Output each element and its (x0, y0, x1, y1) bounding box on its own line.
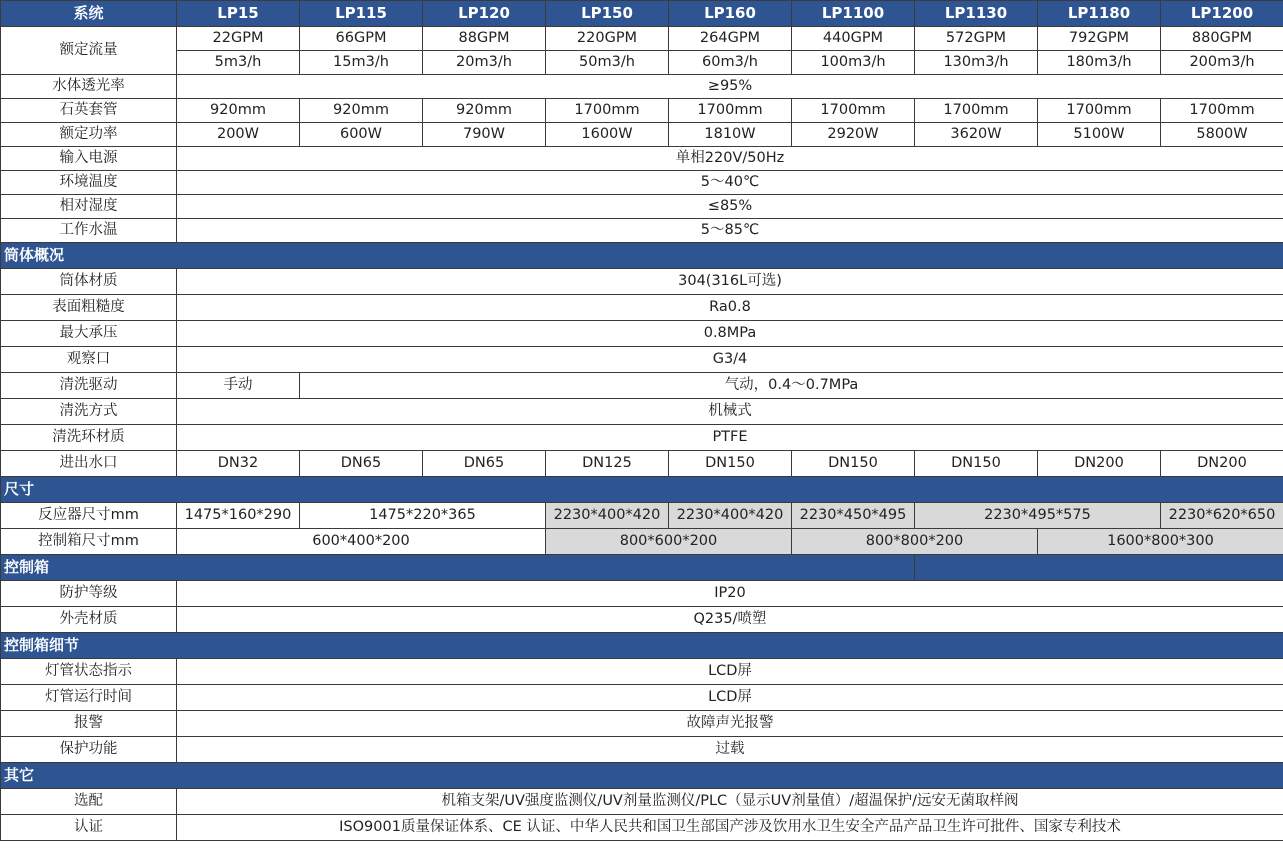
cell: 20m3/h (423, 51, 546, 75)
row-label: 最大承压 (1, 321, 177, 347)
cell: 88GPM (423, 27, 546, 51)
cell: 0.8MPa (177, 321, 1283, 347)
cell: 2230*400*420 (669, 503, 792, 529)
section-spacer (915, 555, 1283, 581)
cell: 1700mm (915, 99, 1038, 123)
model-header: LP1130 (915, 1, 1038, 27)
cell: Q235/喷塑 (177, 607, 1283, 633)
cell: 1700mm (792, 99, 915, 123)
cell: 790W (423, 123, 546, 147)
cell: DN65 (423, 451, 546, 477)
cell: 792GPM (1038, 27, 1161, 51)
header-label: 系统 (1, 1, 177, 27)
cell: 60m3/h (669, 51, 792, 75)
model-header: LP115 (300, 1, 423, 27)
table-row (1, 789, 1283, 815)
cell: 264GPM (669, 27, 792, 51)
table-row (1, 75, 1283, 99)
cell: 1700mm (1161, 99, 1283, 123)
table-row (1, 219, 1283, 243)
cell: 2230*400*420 (546, 503, 669, 529)
section-header-other (1, 763, 1283, 789)
cell: 1475*160*290 (177, 503, 300, 529)
section-title: 尺寸 (1, 477, 1283, 503)
model-header: LP1100 (792, 1, 915, 27)
cell: G3/4 (177, 347, 1283, 373)
cell: 过载 (177, 737, 1283, 763)
cell: 920mm (300, 99, 423, 123)
cell: 50m3/h (546, 51, 669, 75)
cell: 800*600*200 (546, 529, 792, 555)
table-row (1, 711, 1283, 737)
row-label: 清洗驱动 (1, 373, 177, 399)
row-label: 清洗环材质 (1, 425, 177, 451)
table-row (1, 373, 1283, 399)
row-label: 表面粗糙度 (1, 295, 177, 321)
row-label: 保护功能 (1, 737, 177, 763)
row-label: 防护等级 (1, 581, 177, 607)
cell: 600*400*200 (177, 529, 546, 555)
cell: 130m3/h (915, 51, 1038, 75)
cell: 180m3/h (1038, 51, 1161, 75)
section-header-dimensions (1, 477, 1283, 503)
cell: 2230*450*495 (792, 503, 915, 529)
table-row (1, 737, 1283, 763)
table-row (1, 123, 1283, 147)
cell: 600W (300, 123, 423, 147)
table-row (1, 399, 1283, 425)
table-row (1, 451, 1283, 477)
cell: DN150 (669, 451, 792, 477)
cell: DN200 (1038, 451, 1161, 477)
row-label: 反应器尺寸mm (1, 503, 177, 529)
cell: 920mm (177, 99, 300, 123)
cell: DN32 (177, 451, 300, 477)
cell: 100m3/h (792, 51, 915, 75)
row-label: 清洗方式 (1, 399, 177, 425)
table-row (1, 99, 1283, 123)
table-row (1, 581, 1283, 607)
cell: 22GPM (177, 27, 300, 51)
cell: 机械式 (177, 399, 1283, 425)
cell: DN65 (300, 451, 423, 477)
table-row (1, 321, 1283, 347)
cell: 5～40℃ (177, 171, 1283, 195)
cell: 1600*800*300 (1038, 529, 1283, 555)
cell: DN150 (915, 451, 1038, 477)
model-header: LP160 (669, 1, 792, 27)
cell: 920mm (423, 99, 546, 123)
section-title: 筒体概况 (1, 243, 1283, 269)
row-label: 额定功率 (1, 123, 177, 147)
row-label: 外壳材质 (1, 607, 177, 633)
row-label: 输入电源 (1, 147, 177, 171)
cell: 1600W (546, 123, 669, 147)
model-header: LP150 (546, 1, 669, 27)
section-title: 控制箱细节 (1, 633, 1283, 659)
row-label: 控制箱尺寸mm (1, 529, 177, 555)
cell: 1700mm (669, 99, 792, 123)
cell: 5800W (1161, 123, 1283, 147)
cell: 304(316L可选) (177, 269, 1283, 295)
table-row (1, 685, 1283, 711)
model-header: LP1200 (1161, 1, 1283, 27)
row-label: 灯管运行时间 (1, 685, 177, 711)
row-label: 环境温度 (1, 171, 177, 195)
table-row (1, 171, 1283, 195)
model-header: LP15 (177, 1, 300, 27)
section-header-cylinder (1, 243, 1283, 269)
row-label: 水体透光率 (1, 75, 177, 99)
section-header-control-box (1, 555, 1283, 581)
cell: 1700mm (546, 99, 669, 123)
row-label: 报警 (1, 711, 177, 737)
cell: 200W (177, 123, 300, 147)
cell: 5m3/h (177, 51, 300, 75)
row-label: 观察口 (1, 347, 177, 373)
model-header: LP120 (423, 1, 546, 27)
cell: 1475*220*365 (300, 503, 546, 529)
cell: Ra0.8 (177, 295, 1283, 321)
cell: 2920W (792, 123, 915, 147)
cell: DN125 (546, 451, 669, 477)
cell: PTFE (177, 425, 1283, 451)
table-row (1, 51, 1283, 75)
cell: IP20 (177, 581, 1283, 607)
row-label: 筒体材质 (1, 269, 177, 295)
cell: 机箱支架/UV强度监测仪/UV剂量监测仪/PLC（显示UV剂量值）/超温保护/远安无菌取样阀 (177, 789, 1283, 815)
cell: 880GPM (1161, 27, 1283, 51)
cell: 单相220V/50Hz (177, 147, 1283, 171)
table-row (1, 503, 1283, 529)
table-row (1, 195, 1283, 219)
table-row (1, 529, 1283, 555)
cell: DN150 (792, 451, 915, 477)
model-header: LP1180 (1038, 1, 1161, 27)
cell: 3620W (915, 123, 1038, 147)
table-row (1, 147, 1283, 171)
table-row (1, 607, 1283, 633)
cell: 故障声光报警 (177, 711, 1283, 737)
table-row (1, 425, 1283, 451)
cell: ISO9001质量保证体系、CE 认证、中华人民共和国卫生部国产涉及饮用水卫生安全产品产品卫生许可批件、国家专利技术 (177, 815, 1283, 841)
row-label: 石英套管 (1, 99, 177, 123)
row-label: 工作水温 (1, 219, 177, 243)
section-title: 其它 (1, 763, 1283, 789)
cell: LCD屏 (177, 659, 1283, 685)
cell: 5100W (1038, 123, 1161, 147)
section-header-control-detail (1, 633, 1283, 659)
cell: 2230*620*650 (1161, 503, 1283, 529)
cell: ≤85% (177, 195, 1283, 219)
cell: 手动 (177, 373, 300, 399)
cell: 2230*495*575 (915, 503, 1161, 529)
row-label: 认证 (1, 815, 177, 841)
cell: DN200 (1161, 451, 1283, 477)
row-label: 进出水口 (1, 451, 177, 477)
row-label: 选配 (1, 789, 177, 815)
cell: 572GPM (915, 27, 1038, 51)
cell: 200m3/h (1161, 51, 1283, 75)
table-row (1, 347, 1283, 373)
cell: 5～85℃ (177, 219, 1283, 243)
cell: 220GPM (546, 27, 669, 51)
cell: 15m3/h (300, 51, 423, 75)
cell: 气动，0.4～0.7MPa (300, 373, 1283, 399)
table-row (1, 815, 1283, 841)
cell: LCD屏 (177, 685, 1283, 711)
header-row (1, 1, 1283, 27)
section-title: 控制箱 (1, 555, 915, 581)
table-row (1, 295, 1283, 321)
cell: 800*800*200 (792, 529, 1038, 555)
cell: 1810W (669, 123, 792, 147)
cell: ≥95% (177, 75, 1283, 99)
table-row (1, 659, 1283, 685)
cell: 1700mm (1038, 99, 1161, 123)
cell: 66GPM (300, 27, 423, 51)
table-row (1, 27, 1283, 51)
cell: 440GPM (792, 27, 915, 51)
row-label: 灯管状态指示 (1, 659, 177, 685)
table-row (1, 269, 1283, 295)
row-label: 额定流量 (1, 27, 177, 75)
row-label: 相对湿度 (1, 195, 177, 219)
